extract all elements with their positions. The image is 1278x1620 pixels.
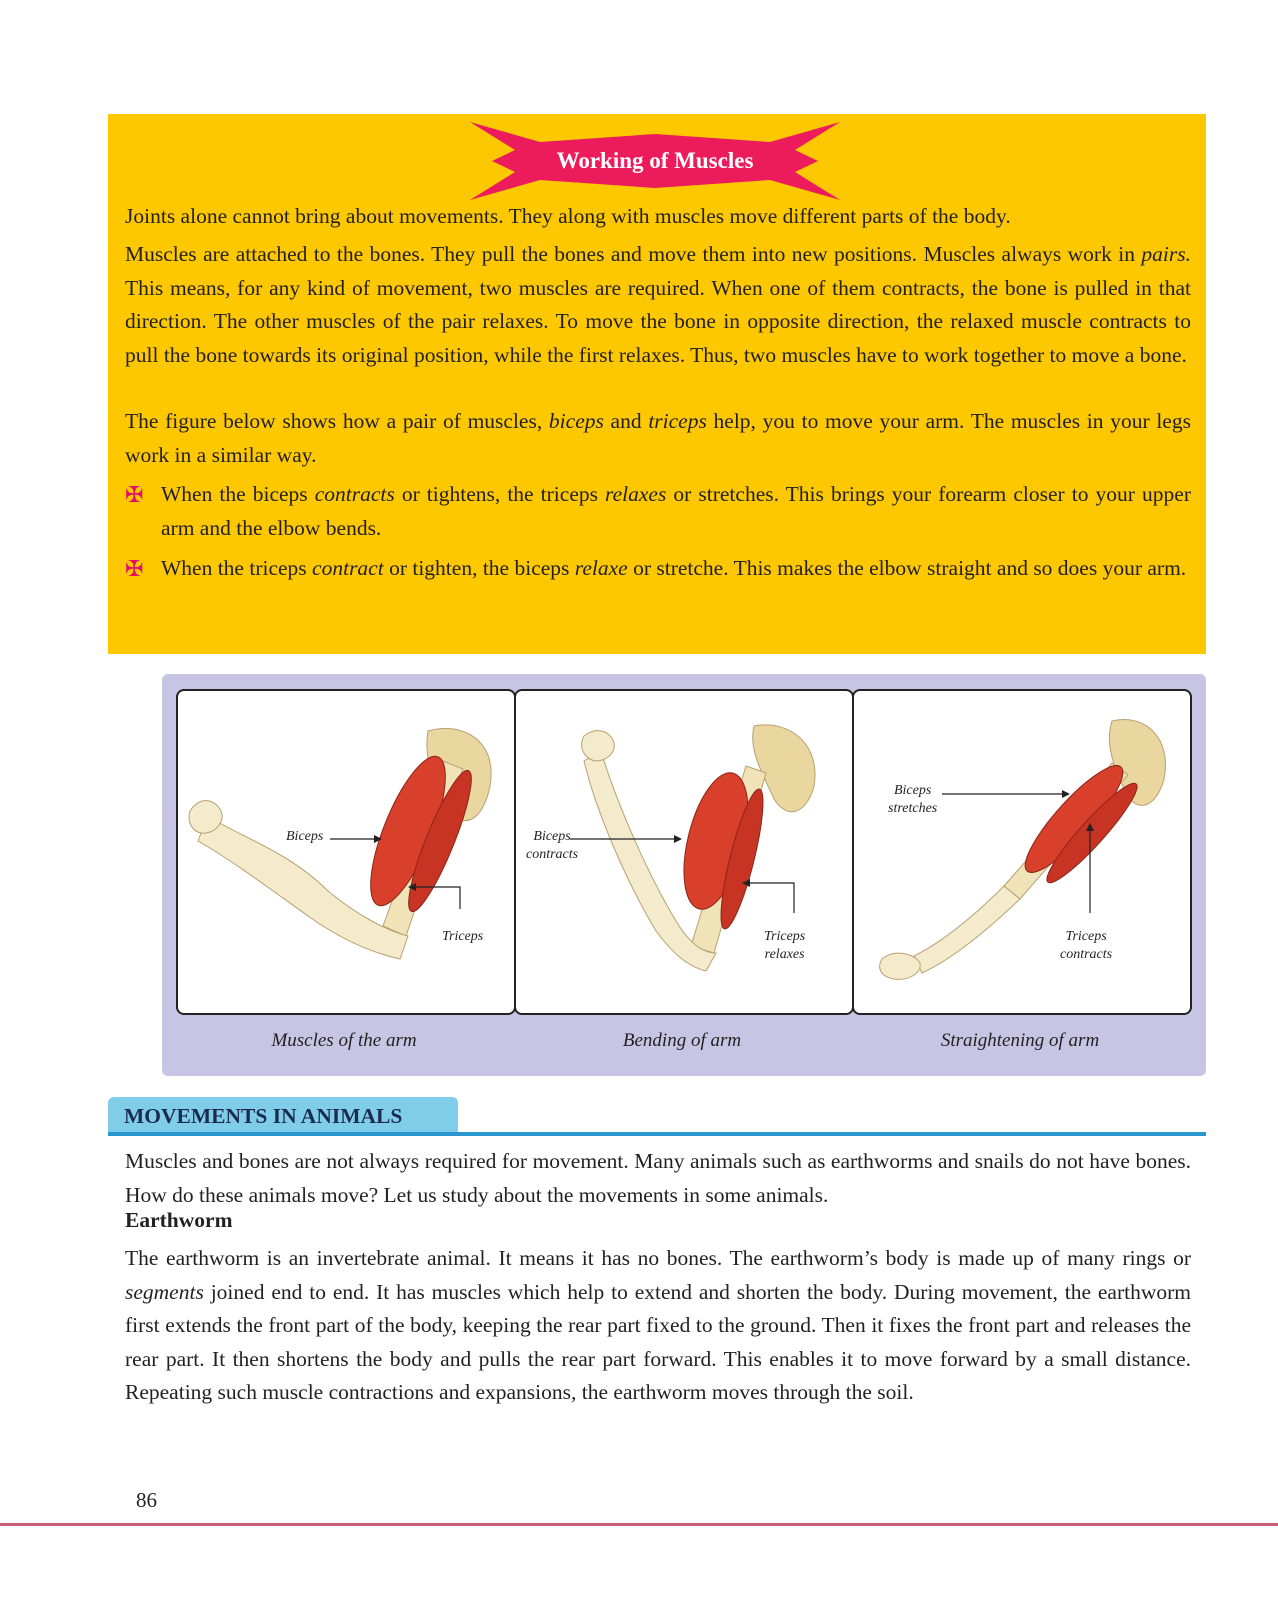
cross-bullet-icon: ✠ bbox=[125, 556, 144, 581]
paragraph-earthworm: The earthworm is an invertebrate animal. It means it has no bones. The earthworm’s body is made up of many rings or segments joined end to end. It has muscles which help to extend and shorten the body. During movement, the earthworm first extends the front part of the body, keeping the rear part fixed to the ground. Then it fixes the front part and releases the rear part. It then shortens the body and pulls the rear part forward. This enables it to move forward by a small distance. Repeating such muscle contractions and expansions, the earthworm moves through the soil. bbox=[125, 1246, 1191, 1404]
figure-card-straightening-of-arm bbox=[852, 689, 1192, 1015]
bullet-item-biceps-contracts bbox=[125, 478, 1191, 545]
footer-rule bbox=[0, 1523, 1278, 1526]
cross-bullet-icon: ✠ bbox=[125, 482, 144, 507]
label-biceps-contracts: Biceps contracts bbox=[526, 829, 579, 862]
caption-muscles-of-arm: Muscles of the arm bbox=[271, 1030, 417, 1051]
label-biceps-stretches: Biceps stretches bbox=[888, 783, 938, 816]
caption-straightening-of-arm: Straightening of arm bbox=[940, 1030, 1100, 1051]
section-heading-movements-in-animals: MOVEMENTS IN ANIMALS bbox=[108, 1097, 458, 1135]
paragraph-biceps-triceps: The figure below shows how a pair of muscles, biceps and triceps help, you to move your arm. The muscles in your legs work in a similar way. bbox=[125, 409, 1191, 467]
page-number: 86 bbox=[136, 1488, 157, 1512]
bullet-text: When the biceps contracts or tightens, the triceps relaxes or stretches. This brings your forearm closer to your upper arm and the elbow bends. bbox=[161, 482, 1191, 540]
label-triceps-contracts: Triceps contracts bbox=[1060, 929, 1113, 962]
subheading-earthworm: Earthworm bbox=[125, 1208, 233, 1232]
paragraph-movement-intro: Muscles and bones are not always required for movement. Many animals such as earthworms and snails do not have bones. How do these animals move? Let us study about the movements in some animals. bbox=[125, 1149, 1191, 1207]
figure-card-bending-of-arm bbox=[514, 689, 854, 1015]
label-biceps: Biceps bbox=[286, 829, 324, 844]
figure-card-muscles-of-arm bbox=[176, 689, 516, 1015]
arm-illustration-straight bbox=[854, 691, 1190, 1013]
title-banner bbox=[460, 120, 850, 202]
paragraph-joints: Joints alone cannot bring about movements. They along with muscles move different parts of the body. bbox=[125, 204, 1011, 228]
label-triceps-relaxes: Triceps relaxes bbox=[764, 929, 806, 962]
section-underline bbox=[108, 1132, 1206, 1136]
label-triceps: Triceps bbox=[442, 929, 484, 944]
caption-bending-of-arm: Bending of arm bbox=[622, 1030, 742, 1051]
arm-illustration-bent bbox=[178, 691, 514, 1013]
box-title: Working of Muscles bbox=[556, 148, 754, 173]
bullet-item-triceps-contract bbox=[125, 552, 1191, 586]
bullet-text: When the triceps contract or tighten, the biceps relaxe or stretche. This makes the elbow straight and so does your arm. bbox=[161, 556, 1187, 580]
paragraph-muscles-pairs: Muscles are attached to the bones. They pull the bones and move them into new positions. Muscles always work in pairs. This means, for any kind of movement, two muscles are required. When one of them contracts, the bone is pulled in that direction. The other muscles of the pair relaxes. To move the bone in opposite direction, the relaxed muscle contracts to pull the bone towards its original position, while the first relaxes. Thus, two muscles have to work together to move a bone. bbox=[125, 242, 1191, 367]
